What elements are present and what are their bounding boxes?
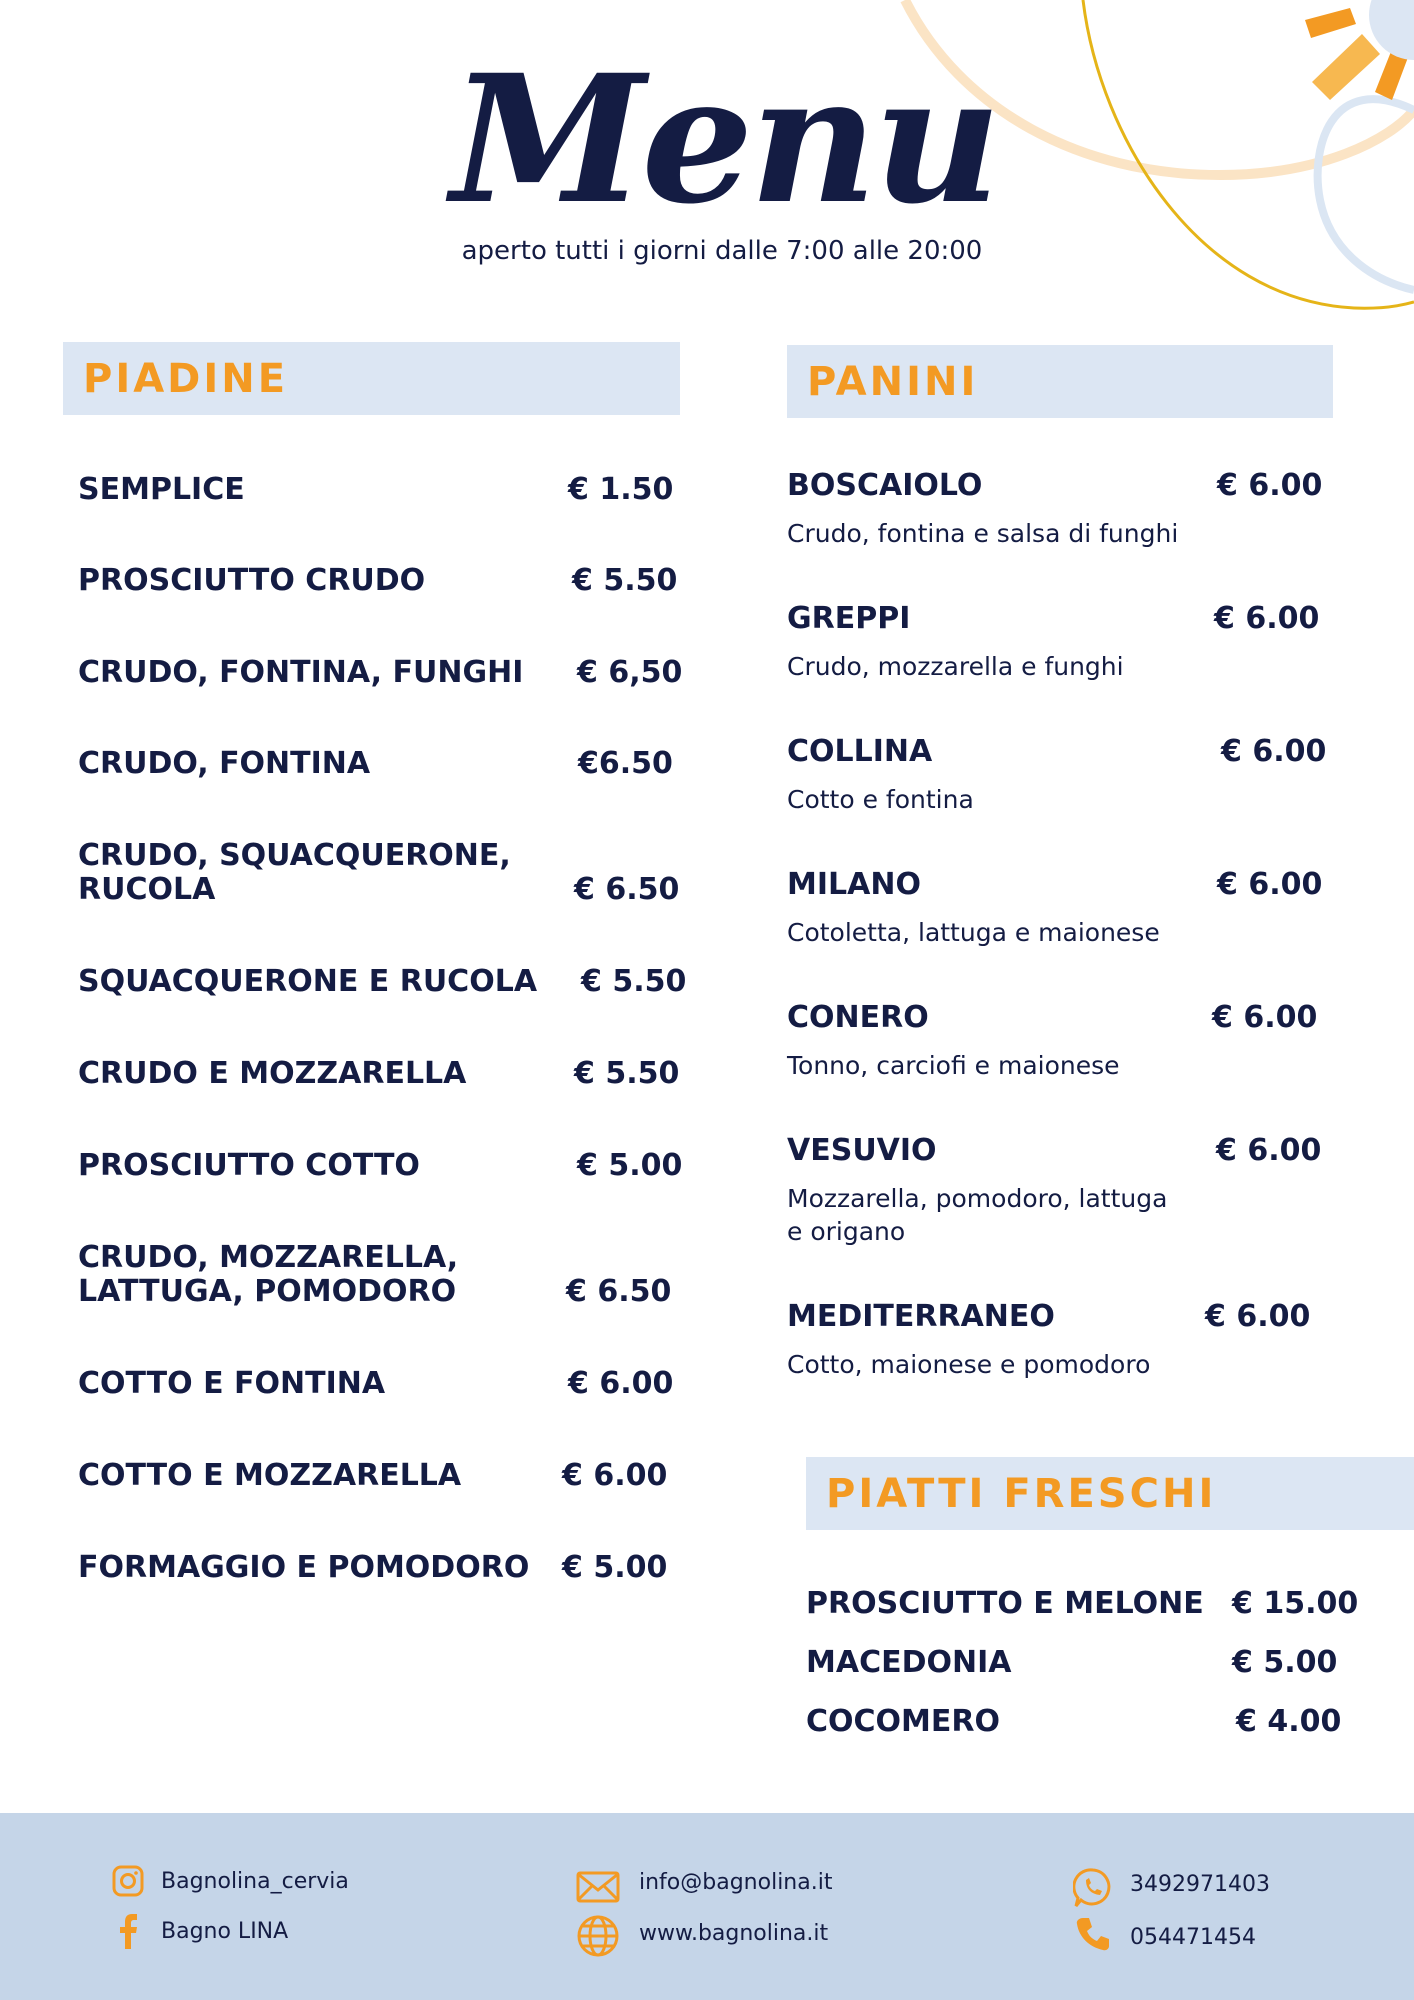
item-name: PROSCIUTTO CRUDO — [78, 563, 426, 598]
item-price: € 5.00 — [562, 1550, 668, 1585]
item-name: GREPPI — [787, 601, 911, 636]
item-description: Crudo, mozzarella e funghi — [787, 652, 1124, 681]
item-price: € 5.00 — [1232, 1645, 1338, 1680]
item-price: € 6.50 — [566, 1274, 672, 1309]
whatsapp-icon — [1073, 1867, 1113, 1909]
item-price: € 5.00 — [577, 1148, 683, 1183]
item-price: € 6.00 — [1216, 1133, 1322, 1168]
phone-icon — [1075, 1916, 1111, 1952]
item-description: Crudo, fontina e salsa di funghi — [787, 519, 1179, 548]
item-price: € 1.50 — [568, 472, 674, 507]
instagram-icon — [111, 1864, 145, 1898]
section-title-panini: PANINI — [807, 359, 979, 405]
footer-contacts — [0, 1813, 1414, 2000]
item-name: MEDITERRANEO — [787, 1299, 1055, 1334]
facebook-page[interactable]: Bagno LINA — [161, 1919, 289, 1944]
item-price: € 6.00 — [1217, 468, 1323, 503]
item-name: PROSCIUTTO E MELONE — [806, 1586, 1204, 1621]
item-name: CRUDO, FONTINA, FUNGHI — [78, 655, 524, 690]
item-name: CRUDO E MOZZARELLA — [78, 1056, 467, 1091]
item-price: € 6.00 — [1214, 601, 1320, 636]
item-name: MACEDONIA — [806, 1645, 1012, 1680]
item-name-line1: CRUDO, MOZZARELLA, — [78, 1240, 459, 1275]
phone-number[interactable]: 054471454 — [1130, 1925, 1256, 1950]
item-name: COTTO E FONTINA — [78, 1366, 386, 1401]
item-name: SQUACQUERONE E RUCOLA — [78, 964, 538, 999]
item-name-line2: RUCOLA — [78, 872, 216, 907]
section-title-piatti-freschi: PIATTI FRESCHI — [826, 1471, 1217, 1517]
instagram-handle[interactable]: Bagnolina_cervia — [161, 1869, 349, 1894]
mail-icon — [576, 1871, 620, 1903]
item-price: €6.50 — [578, 746, 673, 781]
item-price: € 6.50 — [574, 872, 680, 907]
item-price: € 5.50 — [572, 563, 678, 598]
item-price: € 6,50 — [577, 655, 683, 690]
item-price: € 5.50 — [574, 1056, 680, 1091]
item-name-line2: LATTUGA, POMODORO — [78, 1274, 457, 1309]
item-name: FORMAGGIO E POMODORO — [78, 1550, 530, 1585]
item-price: € 4.00 — [1236, 1704, 1342, 1739]
item-description: Cotto, maionese e pomodoro — [787, 1350, 1151, 1379]
item-price: € 6.00 — [1212, 1000, 1318, 1035]
item-price: € 6.00 — [1221, 734, 1327, 769]
item-description: Tonno, carciofi e maionese — [787, 1051, 1120, 1080]
item-name: CRUDO, FONTINA — [78, 746, 371, 781]
opening-hours: aperto tutti i giorni dalle 7:00 alle 20:00 — [461, 236, 983, 266]
item-price: € 15.00 — [1232, 1586, 1359, 1621]
section-title-piadine: PIADINE — [83, 356, 289, 402]
facebook-icon — [114, 1913, 142, 1949]
item-name: PROSCIUTTO COTTO — [78, 1148, 420, 1183]
item-name: SEMPLICE — [78, 472, 245, 507]
item-price: € 6.00 — [1205, 1299, 1311, 1334]
item-name: COCOMERO — [806, 1704, 1000, 1739]
whatsapp-number[interactable]: 3492971403 — [1130, 1872, 1270, 1897]
item-name: VESUVIO — [787, 1133, 937, 1168]
item-name: COTTO E MOZZARELLA — [78, 1458, 462, 1493]
section-header-piadine — [63, 342, 680, 415]
item-description-line2: e origano — [787, 1217, 906, 1246]
email-address[interactable]: info@bagnolina.it — [639, 1870, 833, 1895]
globe-icon — [576, 1914, 620, 1958]
item-price: € 6.00 — [1217, 867, 1323, 902]
section-header-panini — [787, 345, 1333, 418]
page-title: Menu — [450, 36, 998, 243]
item-price: € 6.00 — [568, 1366, 674, 1401]
item-name-line1: CRUDO, SQUACQUERONE, — [78, 838, 511, 873]
item-description-line1: Mozzarella, pomodoro, lattuga — [787, 1184, 1168, 1213]
item-description: Cotto e fontina — [787, 785, 974, 814]
item-name: MILANO — [787, 867, 921, 902]
item-price: € 5.50 — [581, 964, 687, 999]
item-name: BOSCAIOLO — [787, 468, 983, 503]
item-description: Cotoletta, lattuga e maionese — [787, 918, 1160, 947]
section-header-piatti-freschi — [806, 1457, 1414, 1530]
website-url[interactable]: www.bagnolina.it — [639, 1921, 829, 1946]
item-name: COLLINA — [787, 734, 933, 769]
item-price: € 6.00 — [562, 1458, 668, 1493]
item-name: CONERO — [787, 1000, 929, 1035]
